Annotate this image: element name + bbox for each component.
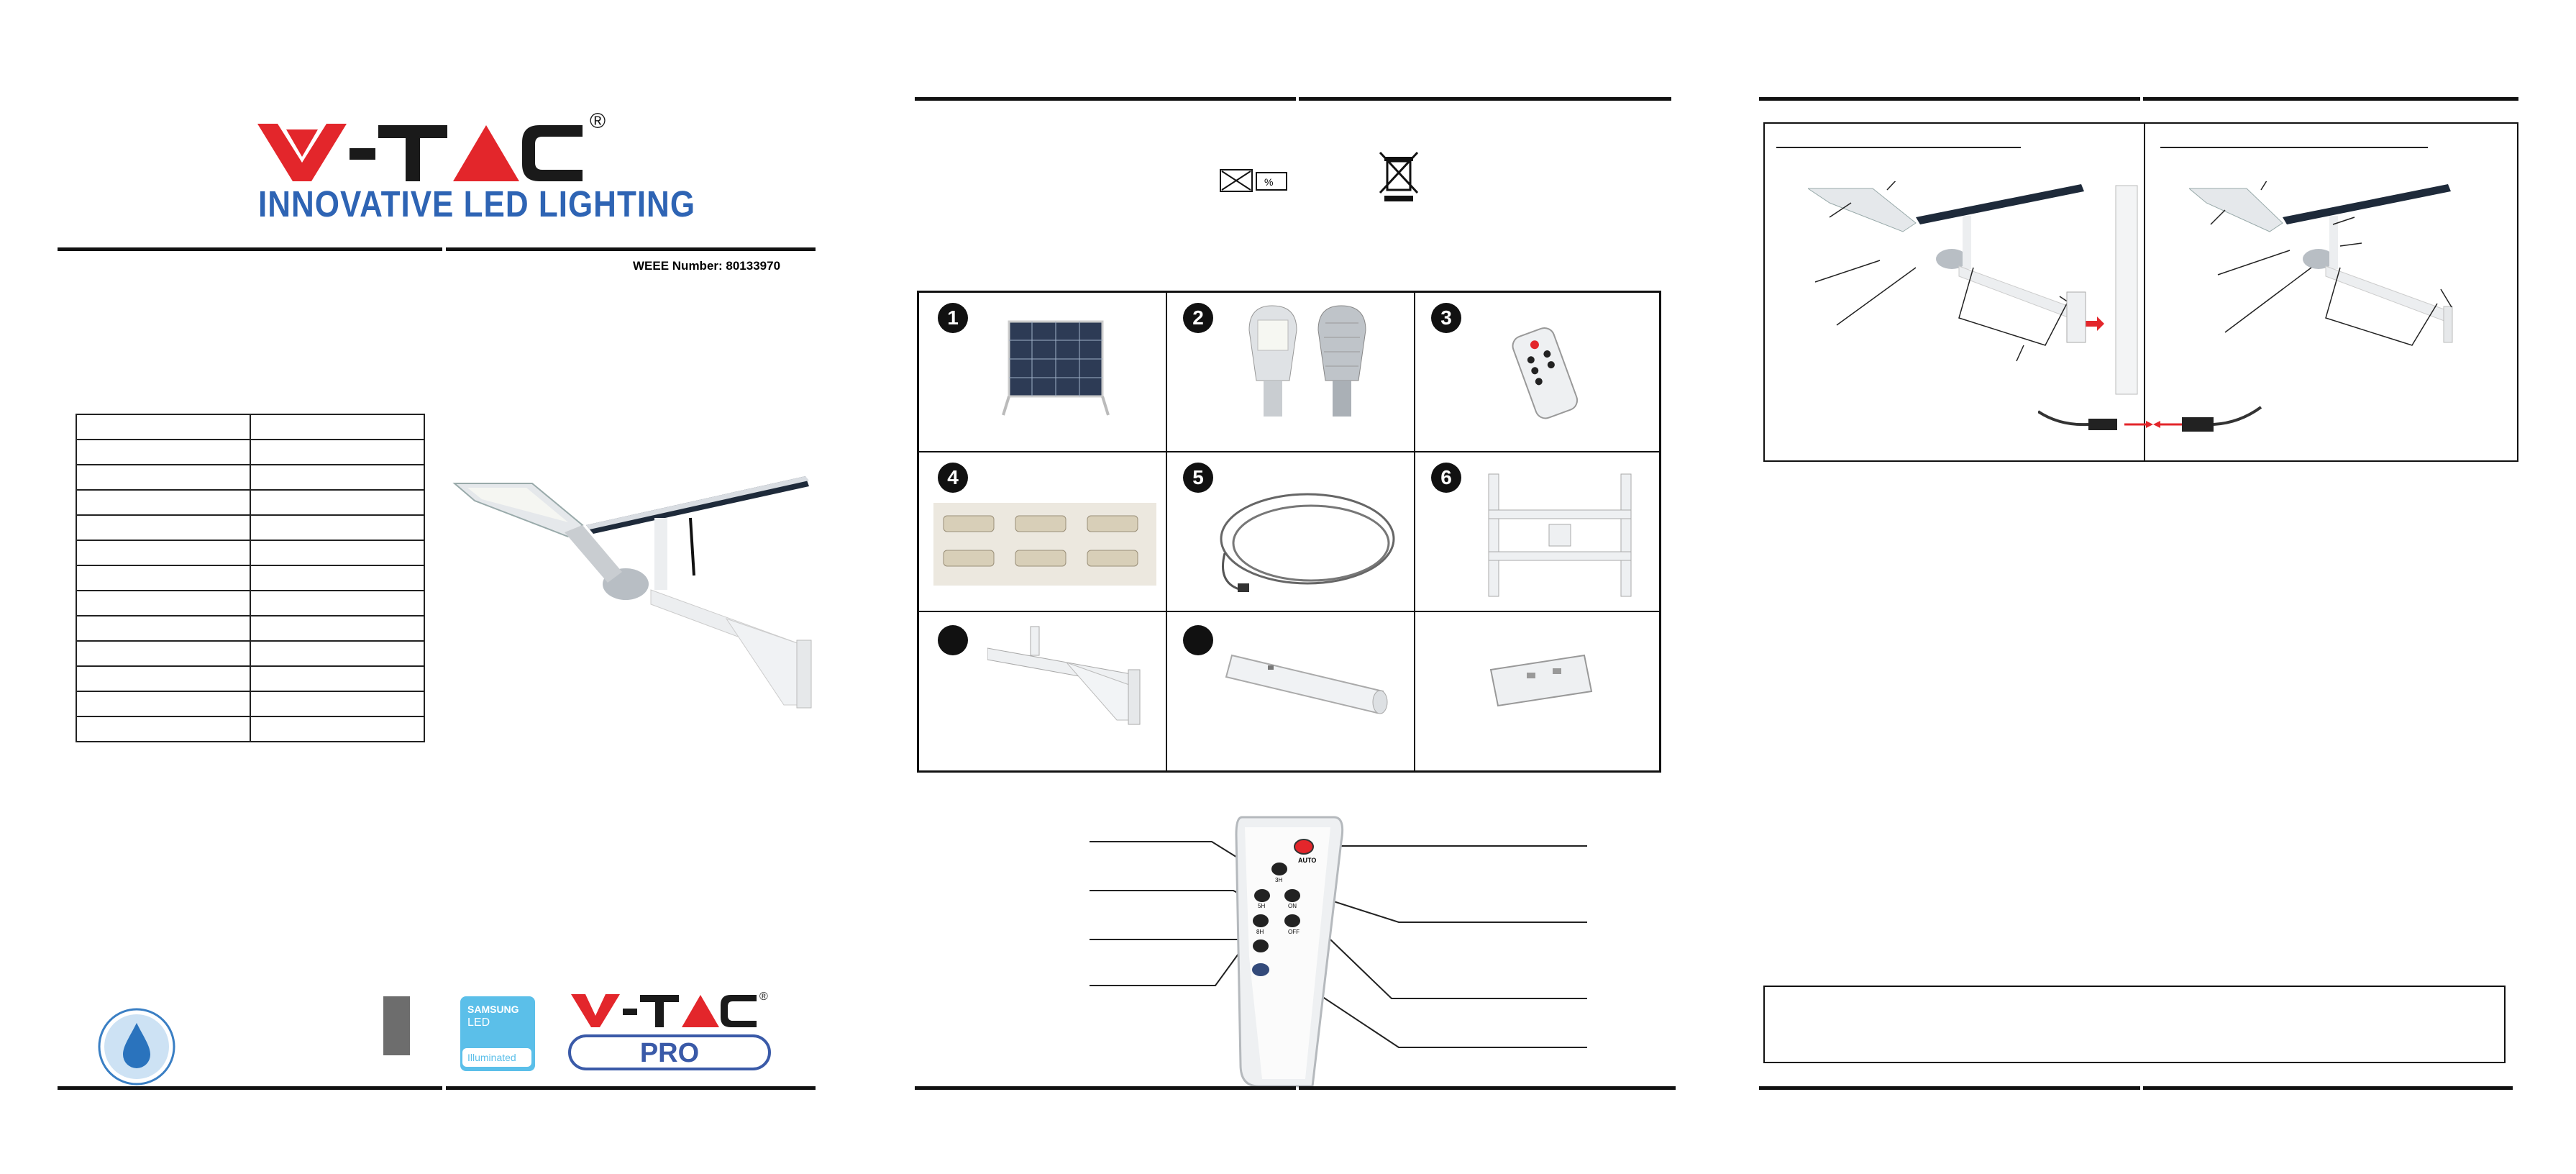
- btn-8h-label: 8H: [1256, 929, 1264, 935]
- street-light-head-icon: [1239, 301, 1383, 445]
- table-row: [76, 691, 424, 716]
- item-number: 4: [938, 463, 968, 493]
- contents-cell-4: [918, 452, 1166, 611]
- divider: [1759, 1086, 2140, 1090]
- ip-water-drop-icon: [97, 1007, 176, 1086]
- divider: [2143, 1086, 2513, 1090]
- divider: [446, 247, 816, 251]
- tube-arm-icon: [1225, 641, 1405, 727]
- warranty-bar: [383, 996, 410, 1055]
- table-row: [76, 490, 424, 515]
- notice-box: [1763, 986, 2506, 1063]
- btn-auto-label: AUTO: [1298, 857, 1317, 864]
- table-row: [76, 666, 424, 691]
- contents-cell-2: [1166, 292, 1415, 452]
- item-number: 1: [938, 303, 968, 333]
- weee-bin-icon: [1377, 151, 1420, 203]
- led-text: LED: [467, 1016, 490, 1029]
- contents-cell-6: [1415, 452, 1660, 611]
- divider: [1299, 97, 1671, 101]
- package-contents-grid: [917, 291, 1661, 773]
- weee-number: WEEE Number: 80133970: [633, 259, 781, 273]
- table-row: [76, 540, 424, 565]
- installation-diagram-box: [1763, 122, 2518, 462]
- registered-mark: ®: [590, 109, 606, 133]
- item-number: 2: [1183, 303, 1213, 333]
- item-number: 3: [1431, 303, 1461, 333]
- contents-cell-1: [918, 292, 1166, 452]
- btn-3h-label: 3H: [1275, 877, 1283, 883]
- divider: [1299, 1086, 1676, 1090]
- item-number: [938, 625, 968, 655]
- cable-connector-illustration: [2038, 397, 2268, 447]
- table-row: [76, 414, 424, 440]
- divider: [1759, 97, 2140, 101]
- table-row: [76, 515, 424, 540]
- pro-label: PRO: [639, 1038, 700, 1068]
- svg-text:%: %: [1264, 176, 1274, 188]
- btn-5h-label: 5H: [1258, 903, 1266, 909]
- remote-control-icon: [1502, 314, 1595, 429]
- spec-table: [76, 414, 425, 742]
- divider: [58, 1086, 442, 1090]
- item-number: 5: [1183, 463, 1213, 493]
- contents-cell-3: [1415, 292, 1660, 452]
- solar-street-light-image: [446, 468, 820, 712]
- contents-cell-9: [1415, 611, 1660, 771]
- table-row: [76, 565, 424, 591]
- table-row: [76, 616, 424, 641]
- divider: [915, 1086, 1296, 1090]
- table-row: [76, 591, 424, 616]
- table-row: [76, 440, 424, 465]
- mounting-bracket-icon: [1480, 467, 1645, 604]
- cable-icon: [1210, 481, 1405, 604]
- bracket-detail-icon: [2002, 289, 2175, 347]
- contents-cell-8: [1166, 611, 1415, 771]
- samsung-led-badge: [460, 996, 535, 1071]
- screws-icon: [933, 503, 1156, 589]
- battery-disposal-icon: [1219, 168, 1291, 194]
- solar-panel-icon: [1002, 314, 1110, 422]
- samsung-text: SAMSUNG: [467, 1004, 519, 1015]
- wall-mount-illustration: [2189, 181, 2491, 397]
- btn-off-label: OFF: [1288, 929, 1300, 935]
- divider: [446, 1086, 816, 1090]
- item-number: [1183, 625, 1213, 655]
- clamp-plate-icon: [1484, 648, 1599, 720]
- item-number: 6: [1431, 463, 1461, 493]
- table-row: [76, 716, 424, 742]
- remote-diagram: [1090, 813, 1593, 1093]
- illuminated-text: Illuminated: [467, 1052, 516, 1063]
- divider: [2143, 97, 2518, 101]
- table-row: [76, 641, 424, 666]
- pole-arm-icon: [987, 619, 1153, 727]
- vtac-pro-logo: [568, 987, 784, 1073]
- svg-text:®: ®: [759, 991, 768, 1003]
- divider: [58, 247, 442, 251]
- divider: [915, 97, 1296, 101]
- btn-on-label: ON: [1288, 903, 1297, 909]
- contents-cell-7: [918, 611, 1166, 771]
- brand-tagline: INNOVATIVE LED LIGHTING: [258, 184, 696, 225]
- contents-cell-5: [1166, 452, 1415, 611]
- table-row: [76, 465, 424, 490]
